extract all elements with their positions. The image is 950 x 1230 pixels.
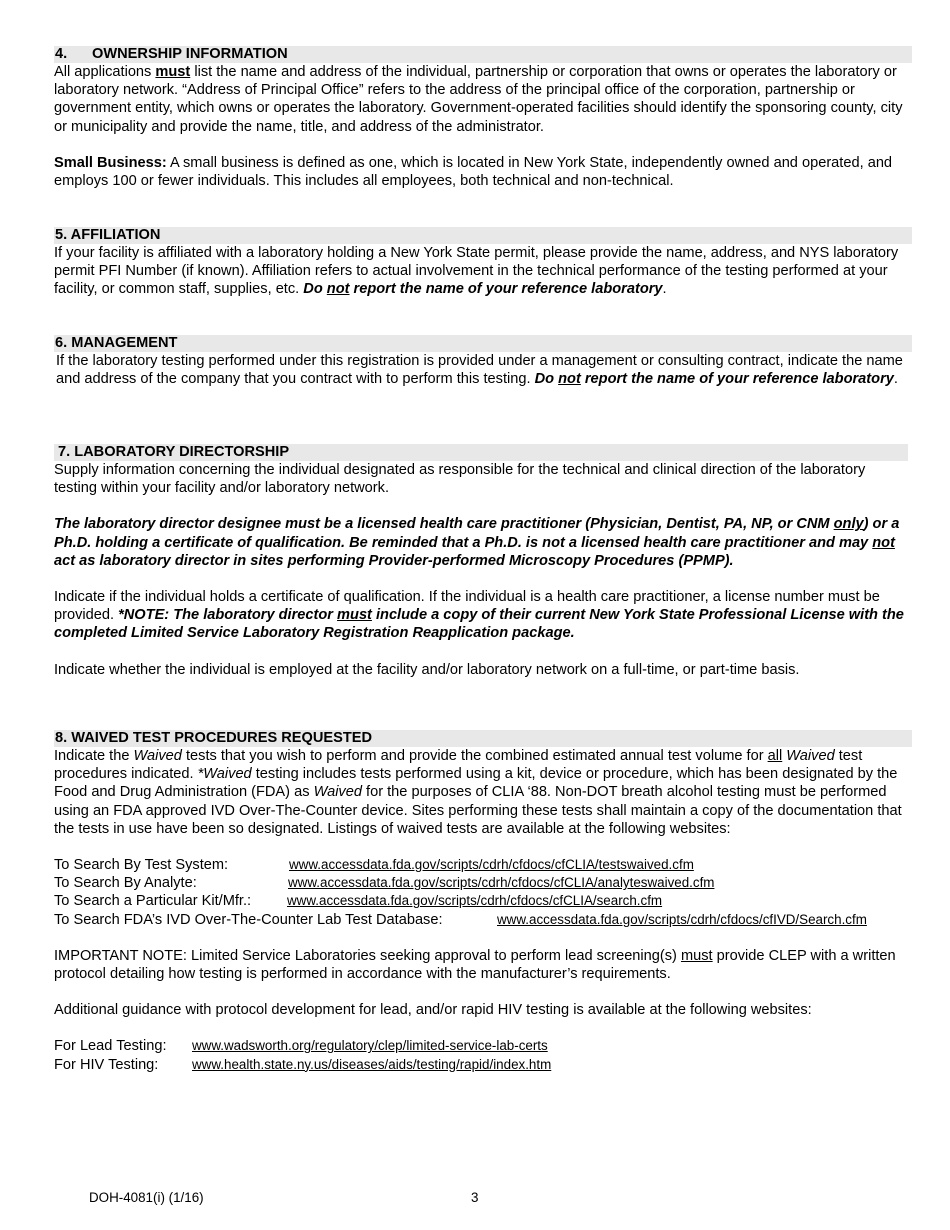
affiliation-paragraph: If your facility is affiliated with a laboratory holding a New York State permit, please provide the name, address, and NYS laboratory permit PFI Number (if known). Affiliation refers to actual involvement in the technical performance of the testing performed at your facility, or common staff, supplies, etc. Do not report the name of your reference laboratory. (54, 245, 899, 298)
important-note: IMPORTANT NOTE: Limited Service Laboratories seeking approval to perform lead screening(s) must provide CLEP with a written protocol detailing how testing is performed in accordance with the manufacturer’s requirements. (54, 947, 896, 982)
list-item: For HIV Testing: www.health.state.ny.us/diseases/aids/testing/rapid/index.htm (54, 1056, 552, 1073)
waived-tests-paragraph: Indicate the Waived tests that you wish to perform and provide the combined estimated annual test volume for all Waived test procedures indicated. *Waived testing includes tests performed using a kit, device or procedure, which has been designated by the Food and Drug Administration (FDA) as Waived for the purposes of CLIA ‘88. Non-DOT breath alcohol testing must be performed using an FDA approved IVD Over-The-Counter device. Sites performing these tests shall maintain a copy of the documentation that the tests in use have been so designated. Listings of waived tests are available at the following websites: (54, 748, 902, 837)
lead-testing-link[interactable]: www.wadsworth.org/regulatory/clep/limited-service-lab-certs (192, 1038, 548, 1054)
management-paragraph: If the laboratory testing performed under this registration is provided under a management or consulting contract, indicate the name and address of the company that you contract with to perform this testing. Do not report the name of your reference laboratory. (56, 353, 903, 388)
section-management (54, 335, 912, 388)
section-title: OWNERSHIP INFORMATION (92, 46, 288, 62)
directorship-paragraph: Supply information concerning the individual designated as responsible for the technical and clinical direction of the laboratory testing within your facility and/or laboratory network. (54, 462, 866, 497)
list-item: For Lead Testing: www.wadsworth.org/regulatory/clep/limited-service-lab-certs (54, 1038, 548, 1055)
small-business-paragraph: Small Business: A small business is defined as one, which is located in New York State, independently owned and operated, and employs 100 or fewer individuals. This includes all employees, both technical and non-technical. (54, 154, 893, 190)
hiv-testing-link[interactable]: www.health.state.ny.us/diseases/aids/testing/rapid/index.htm (192, 1056, 552, 1072)
section-header: 6. MANAGEMENT (54, 335, 912, 352)
page-number: 3 (471, 1190, 479, 1205)
list-item: To Search a Particular Kit/Mfr.: www.accessdata.fda.gov/scripts/cdrh/cfdocs/cfCLIA/search.cfm (54, 893, 663, 910)
section-ownership (54, 46, 912, 190)
list-item: To Search By Analyte: www.accessdata.fda.gov/scripts/cdrh/cfdocs/cfCLIA/analyteswaived.cfm (54, 875, 715, 892)
section-directorship (54, 444, 912, 679)
ownership-paragraph: All applications must list the name and address of the individual, partnership or corporation that owns or operates the laboratory or laboratory network. “Address of Principal Office” refers to the address of the principal office of the corporation, partnership or government entity, which owns or operates the laboratory. Government-operated facilities should identify the sponsoring county, city or municipality and provide the name, title, and address of the administrator. (54, 64, 903, 135)
section-number: 4. (55, 46, 68, 62)
test-system-link[interactable]: www.accessdata.fda.gov/scripts/cdrh/cfdocs/cfCLIA/testswaived.cfm (289, 857, 694, 873)
guidance-links-list (54, 1037, 912, 1073)
section-waived-tests (54, 730, 912, 1074)
ivd-database-link[interactable]: www.accessdata.fda.gov/scripts/cdrh/cfdocs/cfIVD/Search.cfm (497, 911, 867, 927)
list-item: To Search By Test System: www.accessdata.fda.gov/scripts/cdrh/cfdocs/cfCLIA/testswaived.cfm (54, 857, 694, 874)
kit-search-link[interactable]: www.accessdata.fda.gov/scripts/cdrh/cfdocs/cfCLIA/search.cfm (287, 893, 663, 909)
analyte-link[interactable]: www.accessdata.fda.gov/scripts/cdrh/cfdocs/cfCLIA/analyteswaived.cfm (288, 875, 715, 891)
director-requirements-paragraph: The laboratory director designee must be a licensed health care practitioner (Physician, Dentist, PA, NP, or CNM only) or a Ph.D. holding a certificate of qualification. Be reminded that a Ph.D. is not a licensed health care practitioner and may not act as laboratory director in sites performing Provider-performed Microscopy Procedures (PPMP). (54, 516, 900, 569)
section-affiliation (54, 227, 912, 299)
section-header: 5. AFFILIATION (54, 227, 912, 244)
section-header: 8. WAIVED TEST PROCEDURES REQUESTED (54, 730, 912, 747)
section-header (54, 46, 912, 63)
list-item: To Search FDA’s IVD Over-The-Counter Lab Test Database: www.accessdata.fda.gov/scripts/cdrh/cfdocs/cfIVD/Search.cfm (54, 911, 867, 928)
certificate-paragraph: Indicate if the individual holds a certificate of qualification. If the individual is a health care practitioner, a license number must be provided. *NOTE: The laboratory director must include a copy of their current New York State Professional License with the completed Limited Service Laboratory Registration Reapplication package. (54, 589, 904, 642)
waived-links-list (54, 856, 912, 929)
employment-paragraph: Indicate whether the individual is employed at the facility and/or laboratory network on a full-time, or part-time basis. (54, 661, 800, 678)
guidance-paragraph: Additional guidance with protocol development for lead, and/or rapid HIV testing is available at the following websites: (54, 1002, 812, 1019)
form-id: DOH-4081(i) (1/16) (89, 1190, 204, 1205)
section-header: 7. LABORATORY DIRECTORSHIP (54, 444, 908, 461)
